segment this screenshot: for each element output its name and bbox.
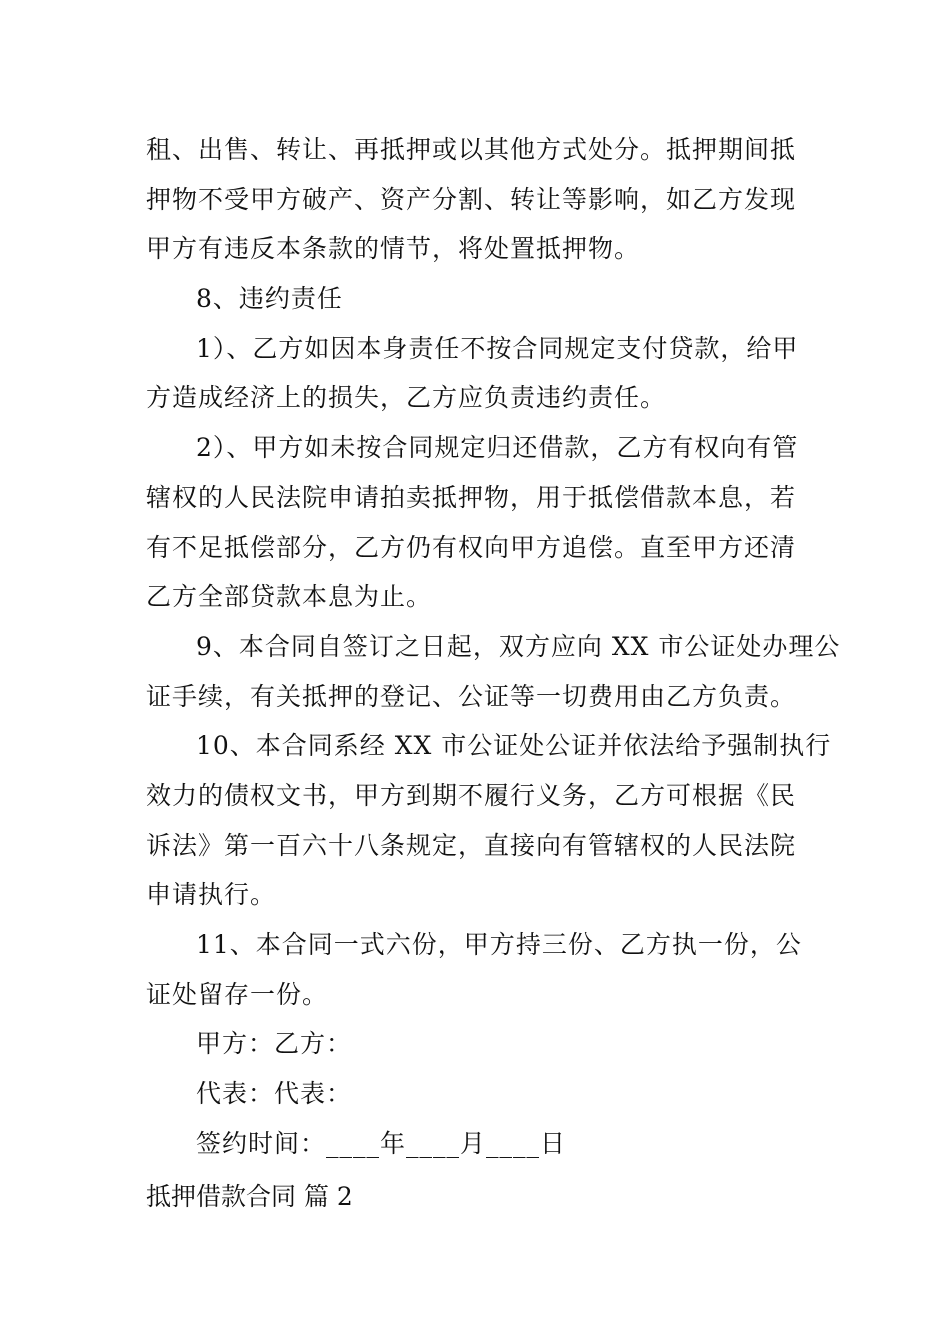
clause-8-item-1-line-1: 1）、乙方如因本身责任不按合同规定支付贷款，给甲 <box>196 333 799 363</box>
clause-9-line-2: 证手续，有关抵押的登记、公证等一切费用由乙方负责。 <box>146 681 797 711</box>
clause-8-item-2-line-3: 有不足抵偿部分，乙方仍有权向甲方追偿。直至甲方还清 <box>146 532 797 562</box>
text-line-3: 甲方有违反本条款的情节，将处置抵押物。 <box>146 234 641 264</box>
clause-8-item-1-line-2: 方造成经济上的损失，乙方应负责违约责任。 <box>146 383 667 413</box>
clause-8-item-2-line-2: 辖权的人民法院申请拍卖抵押物，用于抵偿借款本息，若 <box>146 482 797 512</box>
representative-signature-line: 代表：代表： <box>196 1079 353 1109</box>
clause-8-heading: 8、违约责任 <box>196 284 343 314</box>
text-line-2: 押物不受甲方破产、资产分割、转让等影响，如乙方发现 <box>146 184 797 214</box>
clause-10-line-4: 申请执行。 <box>146 880 277 910</box>
clause-8-item-2-line-4: 乙方全部贷款本息为止。 <box>146 582 433 612</box>
signing-date-line: 签约时间：____年____月____日 <box>196 1128 567 1158</box>
section-heading-next: 抵押借款合同 篇 2 <box>146 1182 353 1211</box>
text-line-1: 租、出售、转让、再抵押或以其他方式处分。抵押期间抵 <box>146 135 797 164</box>
clause-10-line-1: 10、本合同系经 XX 市公证处公证并依法给予强制执行 <box>196 731 832 761</box>
clause-9-line-1: 9、本合同自签订之日起，双方应向 XX 市公证处办理公 <box>196 631 841 661</box>
clause-10-line-2: 效力的债权文书，甲方到期不履行义务，乙方可根据《民 <box>146 780 797 810</box>
clause-10-line-3: 诉法》第一百六十八条规定，直接向有管辖权的人民法院 <box>146 830 797 860</box>
party-signature-line: 甲方：乙方： <box>196 1029 353 1059</box>
document-body <box>146 125 841 1168</box>
clause-11-line-1: 11、本合同一式六份，甲方持三份、乙方执一份，公 <box>196 930 802 959</box>
clause-11-line-2: 证处留存一份。 <box>146 979 329 1009</box>
clause-8-item-2-line-1: 2）、甲方如未按合同规定归还借款，乙方有权向有管 <box>196 433 799 463</box>
